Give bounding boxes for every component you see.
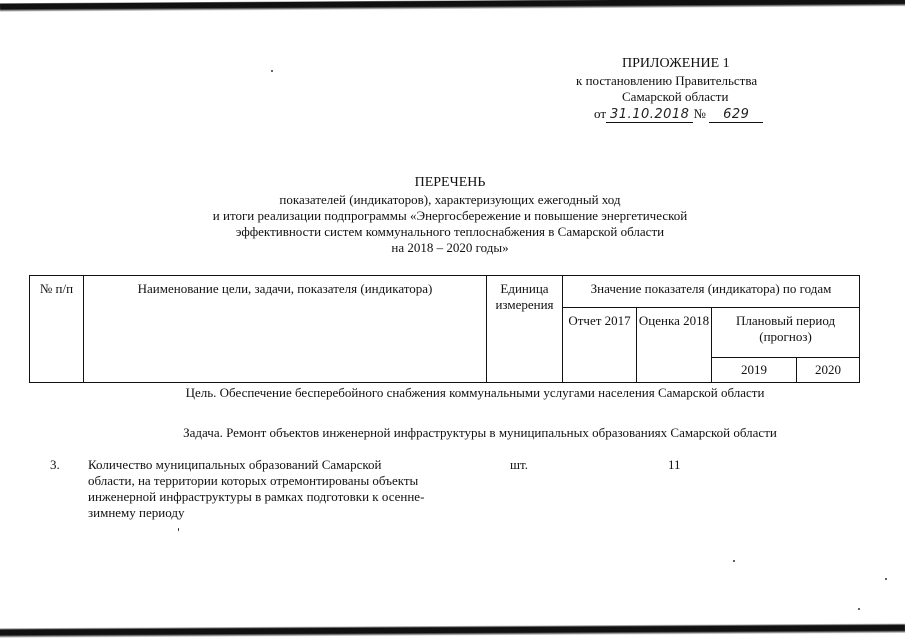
subtitle-line: эффективности систем коммунального теплоснабжения в Самарской области <box>235 224 665 239</box>
header-report-2017: Отчет 2017 <box>563 308 637 383</box>
header-year-2020: 2020 <box>797 358 860 383</box>
header-year-2019: 2019 <box>712 358 797 383</box>
subtitle-line: и итоги реализации подпрограммы «Энергосбережение и повышение энергетической <box>212 208 688 223</box>
row-number: 3. <box>50 457 60 472</box>
task-statement: Задача. Ремонт объектов инженерной инфраструктуры в муниципальных образованиях Самарской области <box>183 425 777 440</box>
indicator-name-line: зимнему периоду <box>88 505 185 520</box>
from-prefix: от <box>594 106 607 121</box>
appendix-date-number <box>594 106 763 123</box>
header-unit: Единица измерения <box>487 276 563 383</box>
subtitle-line: показателей (индикаторов), характеризующих ежегодный ход <box>279 192 621 207</box>
scan-speck <box>885 578 887 580</box>
indicator-name-line: Количество муниципальных образований Самарской <box>88 457 382 472</box>
header-estimate-2018: Оценка 2018 <box>637 308 712 383</box>
subtitle-line: на 2018 – 2020 годы» <box>391 240 509 255</box>
scan-border-bottom <box>0 623 905 640</box>
scan-border-top <box>0 0 905 12</box>
row-unit: шт. <box>510 457 528 472</box>
scan-speck <box>733 560 735 562</box>
appendix-line-decree: к постановлению Правительства <box>576 73 758 88</box>
document-title: ПЕРЕЧЕНЬ <box>414 175 486 190</box>
scan-speck <box>858 608 860 610</box>
scan-speck <box>178 528 179 531</box>
header-num: № п/п <box>30 276 84 383</box>
indicator-name-line: инженерной инфраструктуры в рамках подготовки к осенне- <box>88 489 425 504</box>
number-prefix: № <box>693 106 706 121</box>
handwritten-date: 31.10.2018 <box>606 107 693 123</box>
row-value-2017: 11 <box>668 457 681 472</box>
handwritten-number: 629 <box>709 107 763 123</box>
document-subtitle <box>150 192 750 256</box>
indicators-table <box>29 275 860 383</box>
appendix-line-region: Самарской области <box>622 89 729 104</box>
scan-speck <box>271 70 273 72</box>
row-indicator-name <box>88 457 488 521</box>
header-values-group: Значение показателя (индикатора) по годам <box>563 276 860 308</box>
header-plan-period: Плановый период (прогноз) <box>712 308 860 358</box>
header-name: Наименование цели, задачи, показателя (индикатора) <box>84 276 487 383</box>
goal-statement: Цель. Обеспечение бесперебойного снабжения коммунальными услугами населения Самарской области <box>185 385 765 400</box>
appendix-title: ПРИЛОЖЕНИЕ 1 <box>622 56 730 71</box>
indicator-name-line: области, на территории которых отремонтированы объекты <box>88 473 419 488</box>
